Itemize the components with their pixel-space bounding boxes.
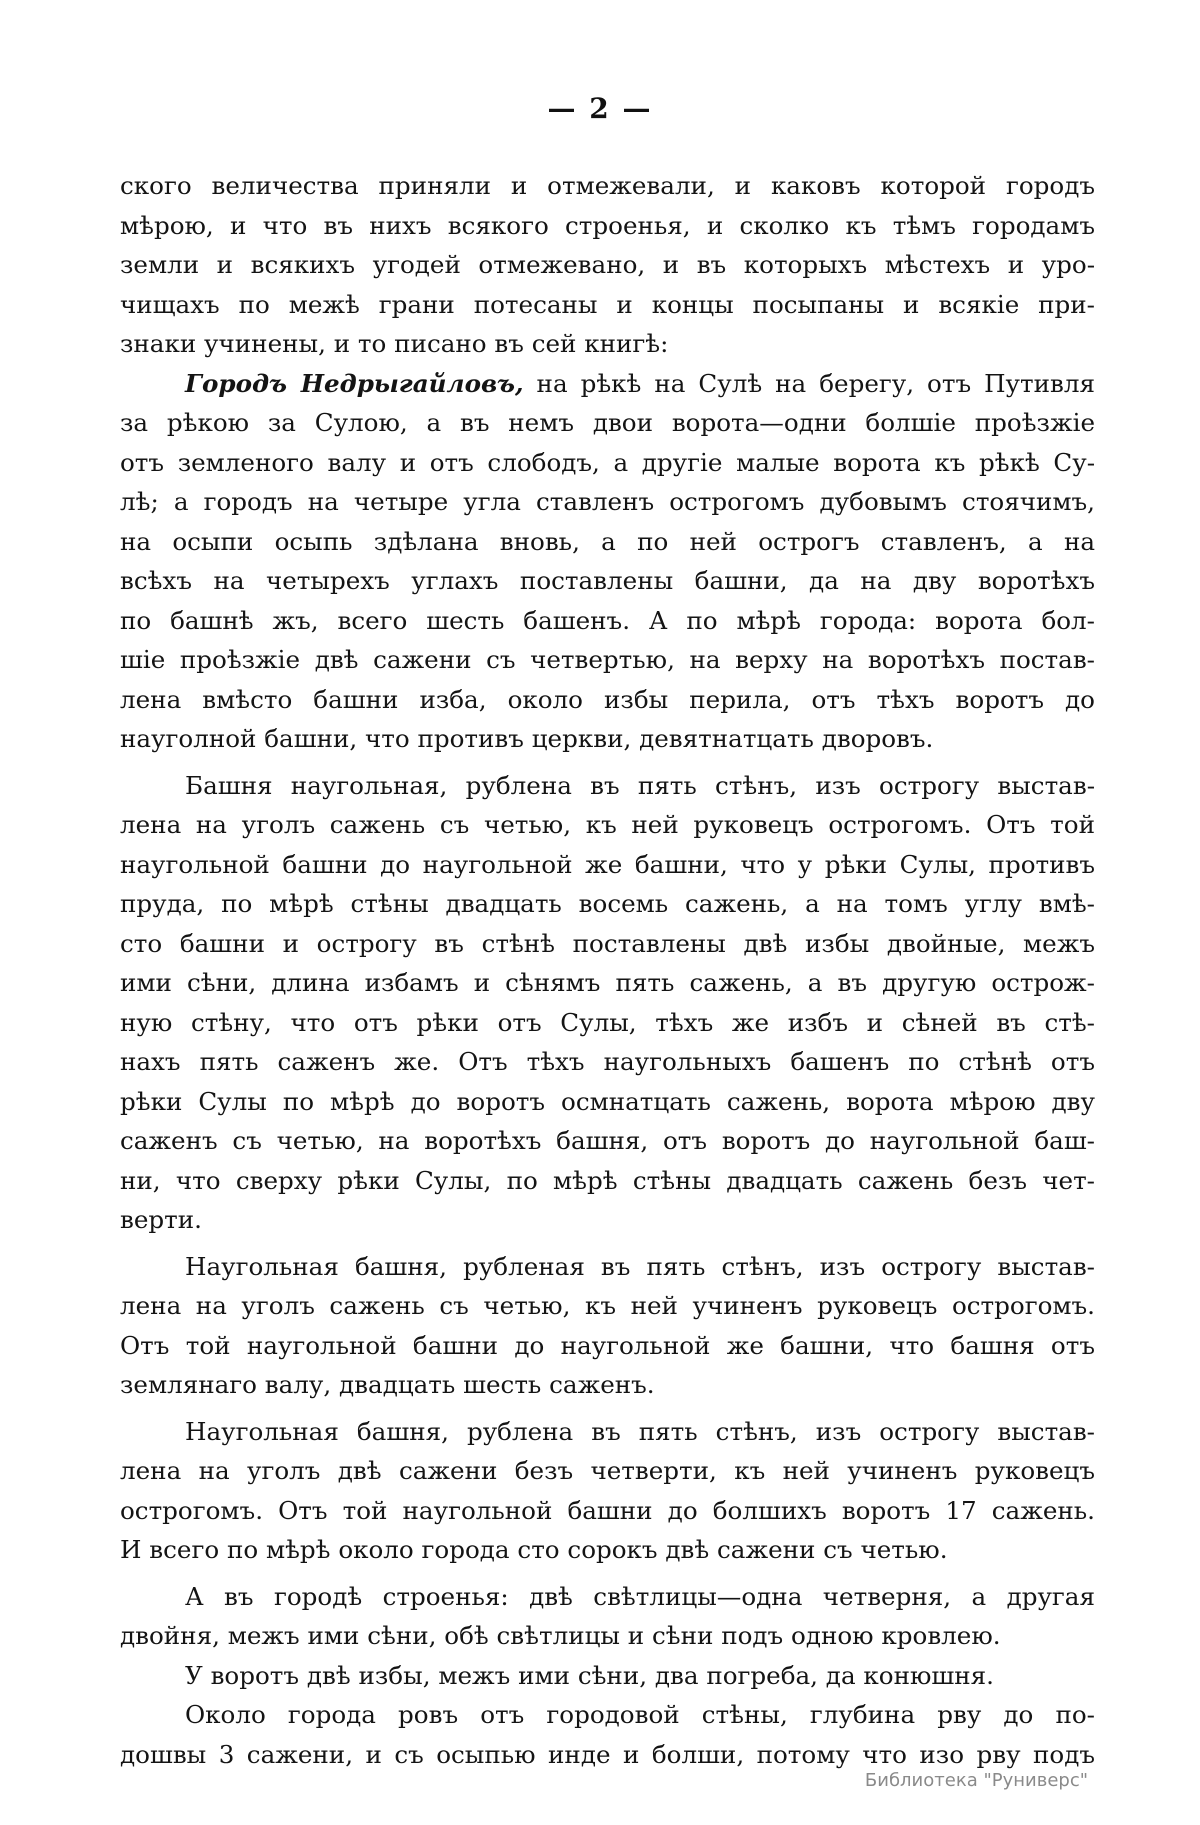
text-line: землянаго валу, двадцать шесть саженъ.	[120, 1370, 655, 1399]
text-line: лена на уголъ сажень съ четью, къ ней учиненъ руковецъ острогомъ.	[120, 1291, 1095, 1320]
text-line: лѣ; а городъ на четыре угла ставленъ острогомъ дубовымъ стоячимъ,	[120, 487, 1095, 516]
text-line: лена на уголъ сажень съ четью, къ ней руковецъ острогомъ. Отъ той	[120, 810, 1095, 839]
text-line: лена на уголъ двѣ сажени безъ четверти, къ ней учиненъ руковецъ	[120, 1456, 1095, 1485]
text-line: земли и всякихъ угодей отмежевано, и въ которыхъ мѣстехъ и уро-	[120, 250, 1095, 279]
text-line: двойня, межъ ими сѣни, обѣ свѣтлицы и сѣни подъ одною кровлею.	[120, 1621, 1001, 1650]
text-line: всѣхъ на четырехъ углахъ поставлены башни, да на дву воротѣхъ	[120, 566, 1095, 595]
page-number: — 2 —	[547, 92, 653, 125]
text-line: А въ городѣ строенья: двѣ свѣтлицы—одна четверня, а другая	[185, 1581, 1095, 1611]
text-line: на осыпи осыпь здѣлана вновь, а по ней острогъ ставленъ, а на	[120, 526, 1095, 556]
text-fragment: на рѣкѣ на Сулѣ на берегу, отъ Путивля	[523, 368, 1095, 398]
text-line: чищахъ по межѣ грани потесаны и концы посыпаны и всякіе при-	[120, 289, 1095, 319]
text-line: шіе проѣзжіе двѣ сажени съ четвертью, на верху на воротѣхъ постав-	[120, 645, 1095, 674]
text-line: сто башни и острогу въ стѣнѣ поставлены двѣ избы двойные, межъ	[120, 928, 1095, 958]
text-line: ими сѣни, длина избамъ и сѣнямъ пять сажень, а въ другую острож-	[120, 968, 1095, 997]
text-line: пруда, по мѣрѣ стѣны двадцать восемь сажень, а на томъ углу вмѣ-	[120, 889, 1095, 918]
text-line: ную стѣну, что отъ рѣки отъ Сулы, тѣхъ же избъ и сѣней въ стѣ-	[120, 1007, 1095, 1037]
text-line: Наугольная башня, рублена въ пять стѣнъ, изъ острогу выстав-	[185, 1416, 1095, 1446]
text-body	[120, 166, 1095, 1774]
town-title: Городъ Недрыгайловъ,	[185, 368, 524, 398]
text-line: наугольной башни до наугольной же башни, что у рѣки Сулы, противъ	[120, 849, 1095, 879]
text-line: Наугольная башня, рубленая въ пять стѣнъ, изъ острогу выстав-	[185, 1251, 1095, 1281]
text-line: острогомъ. Отъ той наугольной башни до болшихъ воротъ 17 сажень.	[120, 1495, 1095, 1525]
text-line	[120, 364, 1095, 404]
text-line: по башнѣ жъ, всего шесть башенъ. А по мѣрѣ города: ворота бол-	[120, 605, 1095, 635]
library-watermark: Библиотека "Руниверс"	[864, 1770, 1088, 1791]
text-line: нахъ пять саженъ же. Отъ тѣхъ наугольныхъ башенъ по стѣнѣ отъ	[120, 1047, 1095, 1076]
text-line: дошвы 3 сажени, и съ осыпью инде и болши, потому что изо рву подъ	[120, 1739, 1095, 1769]
text-line: У воротъ двѣ избы, межъ ими сѣни, два погреба, да конюшня.	[185, 1660, 994, 1690]
text-line: ни, что сверху рѣки Сулы, по мѣрѣ стѣны двадцать сажень безъ чет-	[120, 1165, 1095, 1195]
text-line: И всего по мѣрѣ около города сто сорокъ двѣ сажени съ четью.	[120, 1535, 948, 1564]
text-line: Отъ той наугольной башни до наугольной же башни, что башня отъ	[120, 1330, 1095, 1360]
text-line: мѣрою, и что въ нихъ всякого строенья, и сколко къ тѣмъ городамъ	[120, 210, 1095, 240]
text-line: отъ земленого валу и отъ слободъ, а другіе малые ворота къ рѣкѣ Су-	[120, 447, 1095, 477]
text-line: ского величества приняли и отмежевали, и каковъ которой городъ	[120, 171, 1095, 200]
text-line: науголной башни, что противъ церкви, девятнатцать дворовъ.	[120, 724, 934, 753]
text-line: лена вмѣсто башни изба, около избы перила, отъ тѣхъ воротъ до	[120, 684, 1095, 714]
text-line: за рѣкою за Сулою, а въ немъ двои ворота—одни болшіе проѣзжіе	[120, 408, 1095, 437]
text-line: верти.	[120, 1205, 202, 1234]
text-line: рѣки Сулы по мѣрѣ до воротъ осмнатцать сажень, ворота мѣрою дву	[120, 1086, 1095, 1116]
text-line: Около города ровъ отъ городовой стѣны, глубина рву до по-	[185, 1700, 1095, 1729]
text-line: знаки учинены, и то писано въ сей книгѣ:	[120, 329, 669, 358]
text-line: саженъ съ четью, на воротѣхъ башня, отъ воротъ до наугольной баш-	[120, 1126, 1095, 1155]
text-line: Башня наугольная, рублена въ пять стѣнъ, изъ острогу выстав-	[185, 770, 1095, 800]
